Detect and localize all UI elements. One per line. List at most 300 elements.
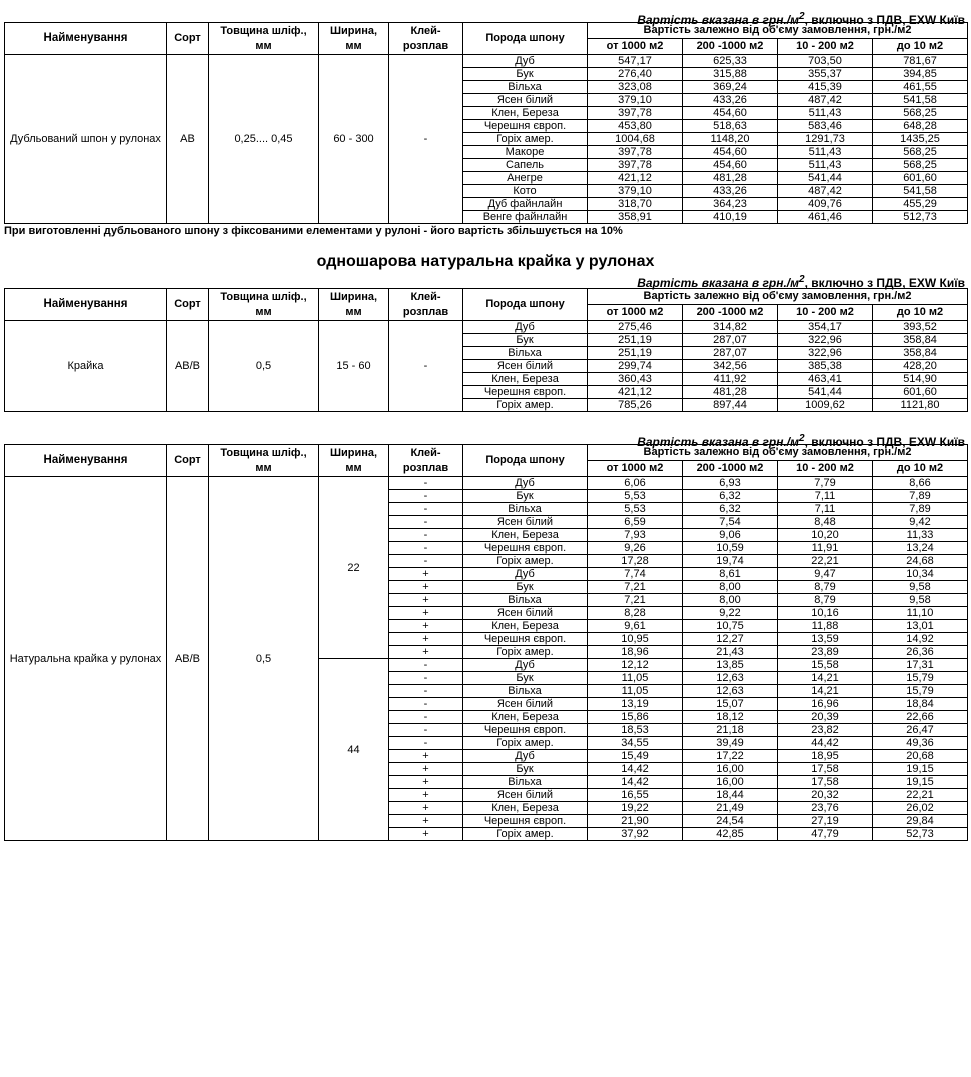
price-vol1: 10,95 bbox=[588, 633, 683, 646]
price-vol2: 15,07 bbox=[683, 698, 778, 711]
price-vol3: 7,11 bbox=[778, 503, 873, 516]
price-vol4: 568,25 bbox=[873, 159, 968, 172]
price-vol1: 275,46 bbox=[588, 321, 683, 334]
price-vol3: 8,48 bbox=[778, 516, 873, 529]
price-vol2: 433,26 bbox=[683, 94, 778, 107]
header-name: Найменування bbox=[5, 289, 167, 321]
header-glue: Клей-розплав bbox=[389, 445, 463, 477]
glue-flag: - bbox=[389, 737, 463, 750]
price-vol4: 29,84 bbox=[873, 815, 968, 828]
species: Клен, Береза bbox=[463, 802, 588, 815]
price-vol1: 379,10 bbox=[588, 94, 683, 107]
price-vol2: 481,28 bbox=[683, 172, 778, 185]
species: Вільха bbox=[463, 594, 588, 607]
glue-flag: - bbox=[389, 490, 463, 503]
product-glue: - bbox=[389, 321, 463, 412]
price-vol4: 601,60 bbox=[873, 386, 968, 399]
price-vol3: 385,38 bbox=[778, 360, 873, 373]
price-vol1: 397,78 bbox=[588, 146, 683, 159]
header-glue: Клей-розплав bbox=[389, 289, 463, 321]
glue-flag: + bbox=[389, 802, 463, 815]
price-vol4: 14,92 bbox=[873, 633, 968, 646]
price-vol2: 287,07 bbox=[683, 334, 778, 347]
price-vol1: 8,28 bbox=[588, 607, 683, 620]
price-vol1: 323,08 bbox=[588, 81, 683, 94]
glue-flag: - bbox=[389, 503, 463, 516]
price-vol3: 511,43 bbox=[778, 107, 873, 120]
price-vol3: 23,89 bbox=[778, 646, 873, 659]
price-vol2: 454,60 bbox=[683, 159, 778, 172]
product-glue: - bbox=[389, 55, 463, 224]
header-thickness: Товщина шліф., мм bbox=[209, 289, 319, 321]
price-vol3: 541,44 bbox=[778, 172, 873, 185]
price-vol2: 16,00 bbox=[683, 763, 778, 776]
price-vol1: 251,19 bbox=[588, 347, 683, 360]
price-vol2: 39,49 bbox=[683, 737, 778, 750]
price-vol3: 583,46 bbox=[778, 120, 873, 133]
price-vol2: 21,43 bbox=[683, 646, 778, 659]
price-vol2: 897,44 bbox=[683, 399, 778, 412]
header-species: Порода шпону bbox=[463, 289, 588, 321]
price-vol1: 5,53 bbox=[588, 490, 683, 503]
price-vol2: 433,26 bbox=[683, 185, 778, 198]
species: Клен, Береза bbox=[463, 620, 588, 633]
price-vol4: 648,28 bbox=[873, 120, 968, 133]
price-vol3: 415,39 bbox=[778, 81, 873, 94]
price-vol4: 26,36 bbox=[873, 646, 968, 659]
price-vol1: 7,21 bbox=[588, 594, 683, 607]
glue-flag: + bbox=[389, 789, 463, 802]
price-vol3: 14,21 bbox=[778, 685, 873, 698]
header-name: Найменування bbox=[5, 23, 167, 55]
price-vol1: 11,05 bbox=[588, 672, 683, 685]
species: Бук bbox=[463, 763, 588, 776]
price-vol1: 15,49 bbox=[588, 750, 683, 763]
price-vol3: 463,41 bbox=[778, 373, 873, 386]
price-vol3: 10,20 bbox=[778, 529, 873, 542]
species: Бук bbox=[463, 490, 588, 503]
species: Дуб bbox=[463, 321, 588, 334]
price-note bbox=[4, 422, 967, 449]
price-vol4: 781,67 bbox=[873, 55, 968, 68]
price-vol4: 11,33 bbox=[873, 529, 968, 542]
price-vol4: 428,20 bbox=[873, 360, 968, 373]
price-vol3: 409,76 bbox=[778, 198, 873, 211]
species: Дуб bbox=[463, 477, 588, 490]
price-vol1: 34,55 bbox=[588, 737, 683, 750]
product-width: 15 - 60 bbox=[319, 321, 389, 412]
price-vol1: 7,21 bbox=[588, 581, 683, 594]
price-vol4: 52,73 bbox=[873, 828, 968, 841]
species: Ясен білий bbox=[463, 360, 588, 373]
price-note-prefix: Вартість вказана в грн./м bbox=[637, 435, 800, 449]
species: Вільха bbox=[463, 685, 588, 698]
price-vol1: 397,78 bbox=[588, 107, 683, 120]
price-note-suffix: , включно з ПДВ, EXW Київ bbox=[804, 435, 965, 449]
price-vol3: 23,82 bbox=[778, 724, 873, 737]
species: Горіх амер. bbox=[463, 399, 588, 412]
price-vol4: 15,79 bbox=[873, 672, 968, 685]
price-vol3: 8,79 bbox=[778, 581, 873, 594]
price-vol4: 19,15 bbox=[873, 776, 968, 789]
price-vol3: 11,88 bbox=[778, 620, 873, 633]
header-price-group: Вартість залежно від об'єму замовлення, грн./м2 bbox=[588, 289, 968, 305]
header-thickness: Товщина шліф., мм bbox=[209, 23, 319, 55]
price-vol4: 568,25 bbox=[873, 107, 968, 120]
price-vol1: 1004,68 bbox=[588, 133, 683, 146]
price-vol4: 541,58 bbox=[873, 94, 968, 107]
species: Вільха bbox=[463, 776, 588, 789]
price-vol3: 14,21 bbox=[778, 672, 873, 685]
price-vol4: 7,89 bbox=[873, 490, 968, 503]
price-vol1: 453,80 bbox=[588, 120, 683, 133]
price-vol3: 7,11 bbox=[778, 490, 873, 503]
species: Венге файнлайн bbox=[463, 211, 588, 224]
species: Горіх амер. bbox=[463, 133, 588, 146]
price-note bbox=[4, 272, 967, 288]
product-grade: АВ bbox=[167, 55, 209, 224]
price-vol4: 1121,80 bbox=[873, 399, 968, 412]
price-vol2: 12,63 bbox=[683, 672, 778, 685]
price-vol1: 397,78 bbox=[588, 159, 683, 172]
price-vol2: 24,54 bbox=[683, 815, 778, 828]
header-vol3: 10 - 200 м2 bbox=[778, 461, 873, 477]
price-vol4: 512,73 bbox=[873, 211, 968, 224]
price-vol3: 10,16 bbox=[778, 607, 873, 620]
price-vol3: 1291,73 bbox=[778, 133, 873, 146]
glue-flag: - bbox=[389, 529, 463, 542]
product-name: Дубльований шпон у рулонах bbox=[5, 55, 167, 224]
price-vol4: 15,79 bbox=[873, 685, 968, 698]
product-grade: АВ/В bbox=[167, 321, 209, 412]
price-vol2: 454,60 bbox=[683, 107, 778, 120]
price-vol2: 481,28 bbox=[683, 386, 778, 399]
price-note-sup: 2 bbox=[799, 433, 805, 444]
price-vol3: 20,32 bbox=[778, 789, 873, 802]
header-vol1: от 1000 м2 bbox=[588, 305, 683, 321]
price-vol4: 9,58 bbox=[873, 581, 968, 594]
species: Клен, Береза bbox=[463, 529, 588, 542]
header-vol3: 10 - 200 м2 bbox=[778, 305, 873, 321]
price-vol4: 7,89 bbox=[873, 503, 968, 516]
price-vol1: 12,12 bbox=[588, 659, 683, 672]
species: Черешня європ. bbox=[463, 633, 588, 646]
price-vol1: 21,90 bbox=[588, 815, 683, 828]
price-vol2: 315,88 bbox=[683, 68, 778, 81]
price-vol1: 360,43 bbox=[588, 373, 683, 386]
price-vol3: 322,96 bbox=[778, 334, 873, 347]
price-vol2: 411,92 bbox=[683, 373, 778, 386]
price-vol3: 487,42 bbox=[778, 185, 873, 198]
header-vol1: от 1000 м2 bbox=[588, 39, 683, 55]
glue-flag: - bbox=[389, 477, 463, 490]
glue-flag: - bbox=[389, 555, 463, 568]
header-thickness: Товщина шліф., мм bbox=[209, 445, 319, 477]
price-vol4: 9,58 bbox=[873, 594, 968, 607]
price-vol1: 7,74 bbox=[588, 568, 683, 581]
species: Ясен білий bbox=[463, 789, 588, 802]
duplicated-veneer-table bbox=[4, 22, 968, 224]
product-thickness: 0,25.... 0,45 bbox=[209, 55, 319, 224]
species: Вільха bbox=[463, 503, 588, 516]
price-vol2: 625,33 bbox=[683, 55, 778, 68]
price-note-sup: 2 bbox=[799, 274, 805, 285]
price-vol2: 9,06 bbox=[683, 529, 778, 542]
price-vol2: 287,07 bbox=[683, 347, 778, 360]
price-vol1: 17,28 bbox=[588, 555, 683, 568]
price-vol1: 14,42 bbox=[588, 776, 683, 789]
price-vol4: 358,84 bbox=[873, 334, 968, 347]
price-vol1: 9,26 bbox=[588, 542, 683, 555]
price-vol4: 18,84 bbox=[873, 698, 968, 711]
glue-flag: - bbox=[389, 724, 463, 737]
price-vol2: 18,44 bbox=[683, 789, 778, 802]
price-vol4: 24,68 bbox=[873, 555, 968, 568]
species: Бук bbox=[463, 672, 588, 685]
product-grade: АВ/В bbox=[167, 477, 209, 841]
header-grade: Сорт bbox=[167, 23, 209, 55]
price-vol1: 16,55 bbox=[588, 789, 683, 802]
price-vol4: 514,90 bbox=[873, 373, 968, 386]
product-name: Натуральна крайка у рулонах bbox=[5, 477, 167, 841]
species: Горіх амер. bbox=[463, 646, 588, 659]
price-vol3: 47,79 bbox=[778, 828, 873, 841]
price-vol4: 13,01 bbox=[873, 620, 968, 633]
price-vol1: 37,92 bbox=[588, 828, 683, 841]
price-vol4: 541,58 bbox=[873, 185, 968, 198]
header-vol2: 200 -1000 м2 bbox=[683, 305, 778, 321]
glue-flag: - bbox=[389, 698, 463, 711]
price-vol4: 455,29 bbox=[873, 198, 968, 211]
header-width: Ширина, мм bbox=[319, 23, 389, 55]
header-vol2: 200 -1000 м2 bbox=[683, 39, 778, 55]
header-price-group: Вартість залежно від об'єму замовлення, грн./м2 bbox=[588, 445, 968, 461]
table-row bbox=[5, 477, 968, 490]
glue-flag: + bbox=[389, 815, 463, 828]
product-thickness: 0,5 bbox=[209, 477, 319, 841]
species: Клен, Береза bbox=[463, 711, 588, 724]
price-vol2: 1148,20 bbox=[683, 133, 778, 146]
price-vol3: 541,44 bbox=[778, 386, 873, 399]
price-vol3: 17,58 bbox=[778, 776, 873, 789]
price-vol2: 8,00 bbox=[683, 581, 778, 594]
price-vol3: 27,19 bbox=[778, 815, 873, 828]
price-vol2: 21,18 bbox=[683, 724, 778, 737]
price-vol1: 6,59 bbox=[588, 516, 683, 529]
price-vol2: 410,19 bbox=[683, 211, 778, 224]
price-vol2: 369,24 bbox=[683, 81, 778, 94]
species: Вільха bbox=[463, 347, 588, 360]
species: Черешня європ. bbox=[463, 120, 588, 133]
glue-flag: + bbox=[389, 763, 463, 776]
header-name: Найменування bbox=[5, 445, 167, 477]
header-vol4: до 10 м2 bbox=[873, 39, 968, 55]
price-vol2: 42,85 bbox=[683, 828, 778, 841]
price-vol4: 601,60 bbox=[873, 172, 968, 185]
header-vol4: до 10 м2 bbox=[873, 305, 968, 321]
price-vol1: 18,53 bbox=[588, 724, 683, 737]
price-vol1: 421,12 bbox=[588, 386, 683, 399]
price-vol3: 355,37 bbox=[778, 68, 873, 81]
price-vol3: 9,47 bbox=[778, 568, 873, 581]
table1-footnote: При виготовленні дубльованого шпону з фіксованими елементами у рулоні - його вартість збільшується на 10% bbox=[4, 225, 623, 237]
price-vol1: 6,06 bbox=[588, 477, 683, 490]
glue-flag: + bbox=[389, 568, 463, 581]
header-price-group: Вартість залежно від об'єму замовлення, грн./м2 bbox=[588, 23, 968, 39]
price-vol3: 1009,62 bbox=[778, 399, 873, 412]
species: Дуб bbox=[463, 568, 588, 581]
price-vol2: 8,61 bbox=[683, 568, 778, 581]
price-vol4: 22,66 bbox=[873, 711, 968, 724]
price-vol4: 11,10 bbox=[873, 607, 968, 620]
price-note bbox=[4, 0, 967, 27]
price-vol2: 17,22 bbox=[683, 750, 778, 763]
species: Клен, Береза bbox=[463, 107, 588, 120]
glue-flag: - bbox=[389, 659, 463, 672]
price-vol1: 547,17 bbox=[588, 55, 683, 68]
price-vol3: 44,42 bbox=[778, 737, 873, 750]
price-vol1: 13,19 bbox=[588, 698, 683, 711]
glue-flag: + bbox=[389, 581, 463, 594]
table-row bbox=[5, 321, 968, 334]
species: Кото bbox=[463, 185, 588, 198]
header-glue: Клей-розплав bbox=[389, 23, 463, 55]
price-vol4: 17,31 bbox=[873, 659, 968, 672]
price-vol2: 8,00 bbox=[683, 594, 778, 607]
price-vol4: 19,15 bbox=[873, 763, 968, 776]
price-vol1: 251,19 bbox=[588, 334, 683, 347]
price-vol4: 8,66 bbox=[873, 477, 968, 490]
species: Черешня європ. bbox=[463, 542, 588, 555]
price-vol3: 511,43 bbox=[778, 159, 873, 172]
header-vol1: от 1000 м2 bbox=[588, 461, 683, 477]
species: Ясен білий bbox=[463, 94, 588, 107]
glue-flag: + bbox=[389, 594, 463, 607]
price-note-prefix: Вартість вказана в грн./м bbox=[637, 276, 800, 290]
price-vol1: 15,86 bbox=[588, 711, 683, 724]
price-vol1: 19,22 bbox=[588, 802, 683, 815]
header-grade: Сорт bbox=[167, 445, 209, 477]
table-row bbox=[5, 55, 968, 68]
price-vol3: 15,58 bbox=[778, 659, 873, 672]
species: Клен, Береза bbox=[463, 373, 588, 386]
species: Черешня європ. bbox=[463, 386, 588, 399]
price-vol2: 6,32 bbox=[683, 490, 778, 503]
price-vol3: 511,43 bbox=[778, 146, 873, 159]
section2-title: одношарова натуральна крайка у рулонах bbox=[316, 253, 655, 270]
product-width: 22 bbox=[319, 477, 389, 659]
price-vol2: 10,75 bbox=[683, 620, 778, 633]
price-vol1: 421,12 bbox=[588, 172, 683, 185]
price-vol2: 12,27 bbox=[683, 633, 778, 646]
price-vol1: 299,74 bbox=[588, 360, 683, 373]
product-thickness: 0,5 bbox=[209, 321, 319, 412]
species: Анегре bbox=[463, 172, 588, 185]
species: Черешня європ. bbox=[463, 815, 588, 828]
glue-flag: + bbox=[389, 776, 463, 789]
price-vol3: 461,46 bbox=[778, 211, 873, 224]
price-vol2: 342,56 bbox=[683, 360, 778, 373]
price-vol2: 7,54 bbox=[683, 516, 778, 529]
price-vol1: 5,53 bbox=[588, 503, 683, 516]
price-vol3: 703,50 bbox=[778, 55, 873, 68]
price-vol1: 7,93 bbox=[588, 529, 683, 542]
price-vol3: 18,95 bbox=[778, 750, 873, 763]
glue-flag: + bbox=[389, 620, 463, 633]
price-vol1: 18,96 bbox=[588, 646, 683, 659]
header-species: Порода шпону bbox=[463, 23, 588, 55]
price-vol4: 1435,25 bbox=[873, 133, 968, 146]
price-vol2: 6,32 bbox=[683, 503, 778, 516]
price-vol2: 454,60 bbox=[683, 146, 778, 159]
price-vol4: 10,34 bbox=[873, 568, 968, 581]
glue-flag: + bbox=[389, 646, 463, 659]
price-vol1: 11,05 bbox=[588, 685, 683, 698]
species: Горіх амер. bbox=[463, 828, 588, 841]
price-vol1: 276,40 bbox=[588, 68, 683, 81]
price-vol1: 9,61 bbox=[588, 620, 683, 633]
price-vol4: 26,47 bbox=[873, 724, 968, 737]
glue-flag: - bbox=[389, 516, 463, 529]
price-vol2: 21,49 bbox=[683, 802, 778, 815]
header-grade: Сорт bbox=[167, 289, 209, 321]
species: Дуб bbox=[463, 55, 588, 68]
species: Дуб bbox=[463, 659, 588, 672]
price-vol2: 314,82 bbox=[683, 321, 778, 334]
glue-flag: + bbox=[389, 633, 463, 646]
species: Макоре bbox=[463, 146, 588, 159]
price-vol3: 11,91 bbox=[778, 542, 873, 555]
edge-banding-table bbox=[4, 288, 968, 412]
price-vol2: 13,85 bbox=[683, 659, 778, 672]
price-note-suffix: , включно з ПДВ, EXW Київ bbox=[804, 13, 965, 27]
price-vol1: 785,26 bbox=[588, 399, 683, 412]
price-vol4: 26,02 bbox=[873, 802, 968, 815]
price-note-sup: 2 bbox=[799, 11, 805, 22]
header-width: Ширина, мм bbox=[319, 445, 389, 477]
species: Горіх амер. bbox=[463, 737, 588, 750]
price-note-prefix: Вартість вказана в грн./м bbox=[637, 13, 800, 27]
price-vol2: 18,12 bbox=[683, 711, 778, 724]
price-vol3: 22,21 bbox=[778, 555, 873, 568]
price-vol2: 10,59 bbox=[683, 542, 778, 555]
product-width: 44 bbox=[319, 659, 389, 841]
glue-flag: - bbox=[389, 542, 463, 555]
price-vol3: 487,42 bbox=[778, 94, 873, 107]
species: Дуб bbox=[463, 750, 588, 763]
price-vol2: 6,93 bbox=[683, 477, 778, 490]
price-vol4: 393,52 bbox=[873, 321, 968, 334]
glue-flag: - bbox=[389, 685, 463, 698]
species: Бук bbox=[463, 68, 588, 81]
price-vol2: 12,63 bbox=[683, 685, 778, 698]
price-vol3: 322,96 bbox=[778, 347, 873, 360]
header-width: Ширина, мм bbox=[319, 289, 389, 321]
glue-flag: + bbox=[389, 828, 463, 841]
price-vol4: 9,42 bbox=[873, 516, 968, 529]
price-vol4: 358,84 bbox=[873, 347, 968, 360]
glue-flag: + bbox=[389, 607, 463, 620]
species: Вільха bbox=[463, 81, 588, 94]
price-vol1: 379,10 bbox=[588, 185, 683, 198]
price-vol2: 364,23 bbox=[683, 198, 778, 211]
price-vol4: 49,36 bbox=[873, 737, 968, 750]
price-vol3: 23,76 bbox=[778, 802, 873, 815]
price-vol3: 17,58 bbox=[778, 763, 873, 776]
header-vol3: 10 - 200 м2 bbox=[778, 39, 873, 55]
price-vol4: 568,25 bbox=[873, 146, 968, 159]
price-vol4: 394,85 bbox=[873, 68, 968, 81]
